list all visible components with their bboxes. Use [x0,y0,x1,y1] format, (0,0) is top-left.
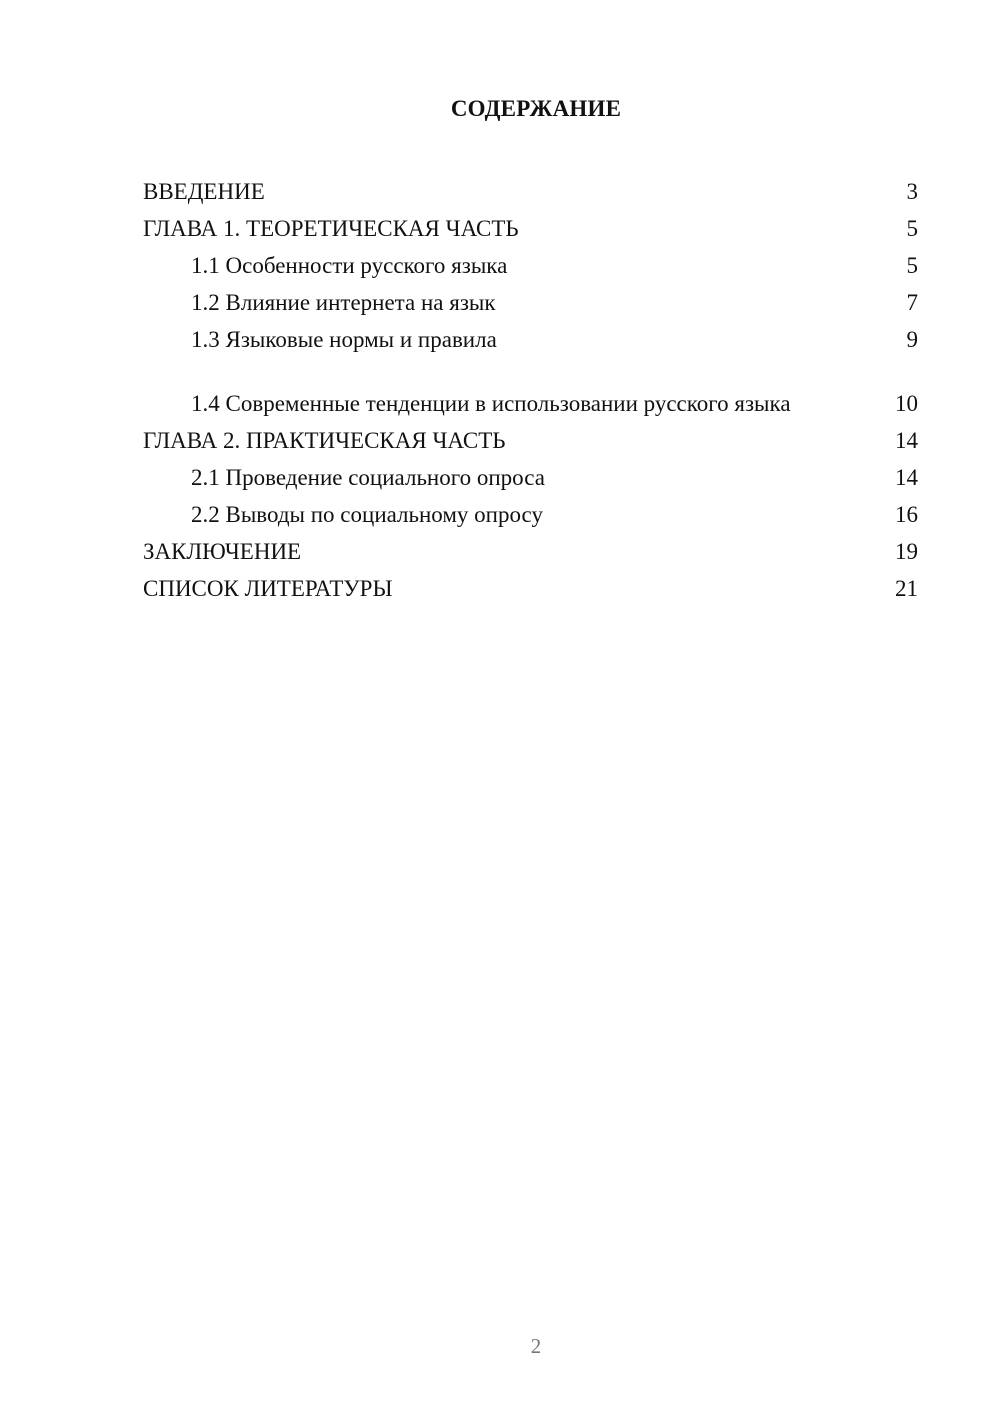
toc-entry-section-1-4[interactable] [143,353,918,417]
toc-entry-page: 10 [895,391,918,416]
toc-entry-introduction[interactable] [143,168,918,205]
toc-entry-section-2-1[interactable] [143,454,918,491]
toc-entry-page: 3 [906,179,918,204]
toc-title: СОДЕРЖАНИЕ [450,96,622,121]
table-of-contents [143,168,918,602]
toc-entry-bibliography[interactable] [143,565,918,602]
toc-entry-page: 19 [895,539,918,564]
toc-entry-label: 1.4 Современные тенденции в использовании русского языка [191,391,791,416]
toc-entry-page: 5 [906,216,918,241]
toc-entry-chapter-1[interactable] [143,205,918,242]
toc-entry-label: 2.2 Выводы по социальному опросу [191,502,543,527]
toc-entry-label: 1.1 Особенности русского языка [191,253,508,278]
toc-entry-page: 7 [906,290,918,315]
toc-entry-page: 14 [895,428,918,453]
toc-entry-label: ГЛАВА 2. ПРАКТИЧЕСКАЯ ЧАСТЬ [143,428,506,453]
page-number: 2 [530,1334,542,1358]
toc-entry-section-1-2[interactable] [143,279,918,316]
toc-entry-page: 5 [906,253,918,278]
toc-entry-label: ВВЕДЕНИЕ [143,179,265,204]
toc-entry-section-1-3[interactable] [143,316,918,353]
toc-entry-label: ГЛАВА 1. ТЕОРЕТИЧЕСКАЯ ЧАСТЬ [143,216,519,241]
toc-entry-section-2-2[interactable] [143,491,918,528]
toc-entry-section-1-1[interactable] [143,242,918,279]
toc-entry-page: 16 [895,502,918,527]
toc-entry-label: 1.3 Языковые нормы и правила [191,327,497,352]
toc-entry-label: СПИСОК ЛИТЕРАТУРЫ [143,576,393,601]
toc-entry-conclusion[interactable] [143,528,918,565]
toc-entry-page: 14 [895,465,918,490]
toc-entry-page: 21 [895,576,918,601]
toc-entry-label: 1.2 Влияние интернета на язык [191,290,496,315]
toc-entry-label: 2.1 Проведение социального опроса [191,465,545,490]
toc-entry-label: ЗАКЛЮЧЕНИЕ [143,539,302,564]
toc-entry-page: 9 [906,327,918,352]
toc-entry-chapter-2[interactable] [143,417,918,454]
